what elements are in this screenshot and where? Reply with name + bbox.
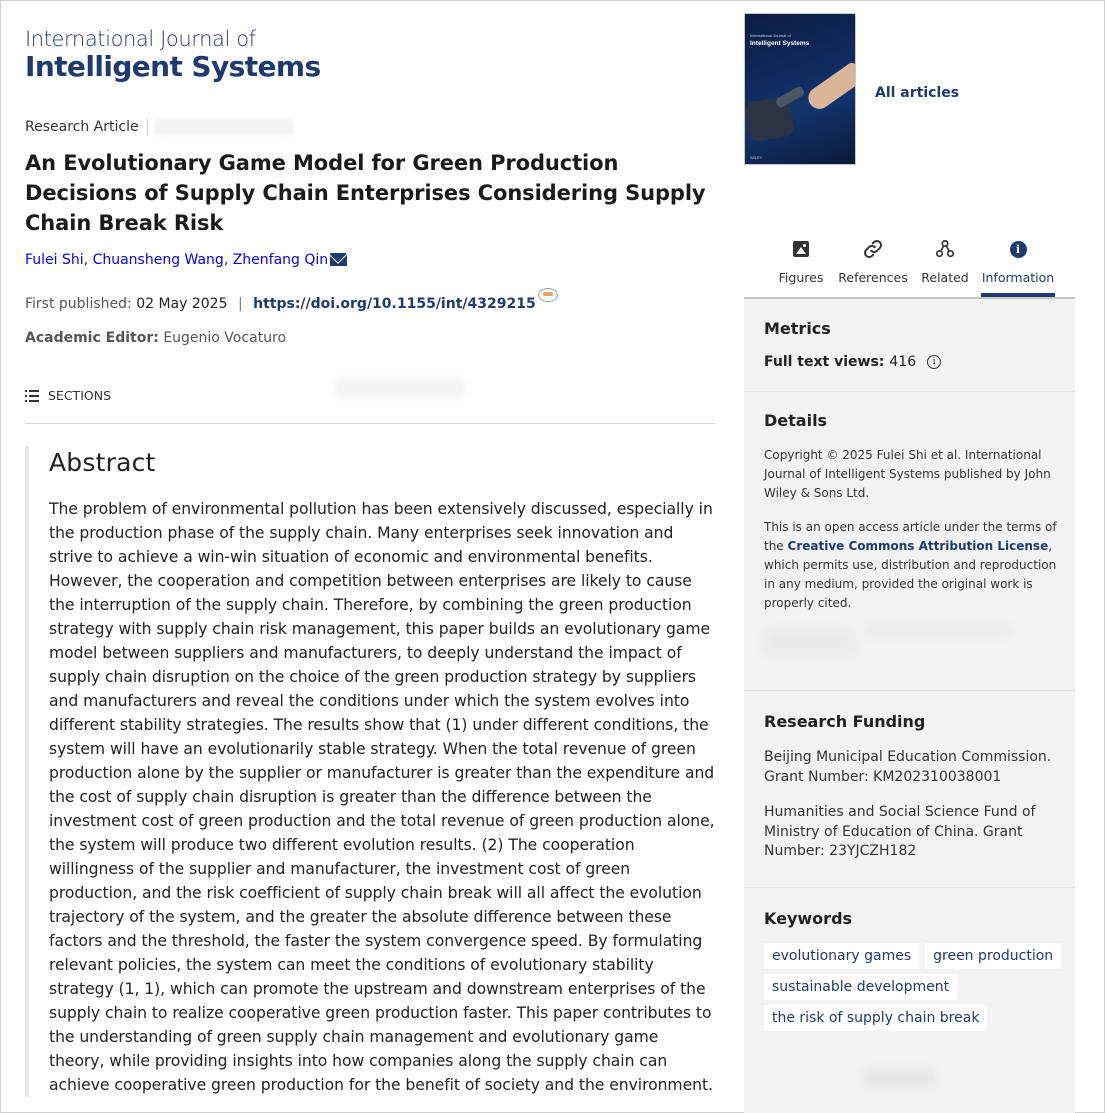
section-divider bbox=[744, 391, 1075, 392]
info-icon: i bbox=[1010, 238, 1027, 260]
keywords-section bbox=[764, 909, 1059, 1031]
journal-cover[interactable] bbox=[744, 13, 856, 165]
author-separator: , bbox=[223, 252, 229, 268]
article-type-separator bbox=[147, 118, 148, 136]
author-separator: , bbox=[83, 252, 89, 268]
abstract-section bbox=[25, 446, 715, 1097]
article-title: An Evolutionary Game Model for Green Production Decisions of Supply Chain Enterprises Considering Supply Chain Break Risk bbox=[25, 151, 706, 235]
publication-info bbox=[25, 294, 558, 312]
keywords-heading: Keywords bbox=[764, 909, 853, 928]
information-panel bbox=[744, 299, 1075, 1113]
tab-related[interactable] bbox=[909, 238, 981, 297]
journal-name-line1: International Journal of bbox=[25, 27, 256, 51]
academic-editor-name: Eugenio Vocaturo bbox=[163, 330, 287, 346]
journal-logo[interactable] bbox=[25, 29, 321, 81]
full-text-views-value: 416 bbox=[889, 354, 917, 370]
blurred-region bbox=[335, 378, 465, 398]
article-type-row bbox=[25, 118, 294, 136]
license-link[interactable]: Creative Commons Attribution License bbox=[787, 539, 1049, 553]
cover-journal-line1: International Journal of bbox=[750, 33, 791, 38]
tab-label: References bbox=[838, 270, 908, 285]
tab-references[interactable] bbox=[837, 238, 909, 297]
academic-editor bbox=[25, 330, 286, 346]
link-icon bbox=[862, 238, 884, 260]
pipe-separator: | bbox=[237, 296, 243, 312]
sections-toggle[interactable] bbox=[25, 388, 111, 403]
article-type: Research Article bbox=[25, 119, 139, 135]
abstract-heading: Abstract bbox=[49, 448, 156, 477]
academic-editor-label: Academic Editor: bbox=[25, 330, 159, 346]
open-access-icon bbox=[538, 288, 558, 302]
sections-label: SECTIONS bbox=[48, 388, 112, 403]
metrics-section bbox=[764, 319, 1059, 370]
metrics-heading: Metrics bbox=[764, 319, 831, 338]
keyword-chip[interactable]: green production bbox=[925, 943, 1061, 969]
tab-label: Figures bbox=[778, 270, 824, 285]
blurred-region bbox=[764, 629, 854, 655]
first-published-date: 02 May 2025 bbox=[136, 296, 228, 312]
author-link[interactable]: Zhenfang Qin bbox=[232, 252, 329, 268]
funding-heading: Research Funding bbox=[764, 712, 926, 731]
doi-link[interactable]: https://doi.org/10.1155/int/4329215 bbox=[253, 296, 536, 312]
details-heading: Details bbox=[764, 411, 828, 430]
copyright-text: Copyright © 2025 Fulei Shi et al. International Journal of Intelligent Systems published by John Wiley & Sons Ltd. bbox=[764, 448, 1051, 500]
details-section bbox=[764, 411, 1059, 613]
cover-journal-line2: Intelligent Systems bbox=[750, 40, 810, 47]
funding-item: Beijing Municipal Education Commission. Grant Number: KM202310038001 bbox=[764, 749, 1052, 785]
tab-figures[interactable] bbox=[765, 238, 837, 297]
license-text bbox=[764, 518, 1059, 613]
funding-section bbox=[764, 712, 1059, 862]
license-pre: This is an open access article under the terms of the bbox=[764, 520, 1057, 553]
keyword-chip[interactable]: evolutionary games bbox=[764, 943, 919, 969]
image-icon bbox=[793, 238, 809, 260]
section-divider bbox=[744, 690, 1075, 691]
info-circle-icon[interactable]: i bbox=[927, 355, 941, 369]
license-post: , which permits use, distribution and reproduction in any medium, provided the original work is properly cited. bbox=[764, 539, 1057, 610]
tab-information[interactable] bbox=[981, 238, 1055, 297]
section-divider bbox=[744, 887, 1075, 888]
author-list bbox=[25, 252, 347, 268]
keyword-chip[interactable]: sustainable development bbox=[764, 974, 957, 1000]
all-articles-link[interactable]: All articles bbox=[875, 85, 960, 101]
journal-name-line2: Intelligent Systems bbox=[25, 50, 321, 83]
envelope-icon[interactable] bbox=[330, 253, 347, 266]
full-text-views-label: Full text views: bbox=[764, 354, 885, 370]
network-icon bbox=[934, 238, 956, 260]
author-link[interactable]: Chuansheng Wang bbox=[92, 252, 224, 268]
cover-publisher: WILEY bbox=[750, 155, 763, 160]
cover-art bbox=[804, 61, 856, 113]
first-published-label: First published: bbox=[25, 296, 132, 312]
full-text-views bbox=[764, 354, 1059, 370]
tab-label: Related bbox=[921, 270, 969, 285]
content-divider bbox=[25, 423, 715, 424]
sidebar-tabs bbox=[765, 238, 1055, 297]
keyword-chip[interactable]: the risk of supply chain break bbox=[764, 1005, 987, 1031]
keyword-list bbox=[764, 943, 1064, 1031]
author-link[interactable]: Fulei Shi bbox=[25, 252, 84, 268]
blurred-region bbox=[864, 624, 1014, 638]
blurred-region bbox=[154, 119, 294, 135]
tab-label: Information bbox=[981, 270, 1055, 285]
abstract-text: The problem of environmental pollution has been extensively discussed, especially in the production phase of the supply chain. Many enterprises seek innovation and strive to achieve a win-win situation of economic and environmental benefits. However, the cooperation and competition between enterprises are likely to cause the interruption of the supply chain. Therefore, by combining the green production strategy with supply chain risk management, this paper builds an evolutionary game model between suppliers and manufacturers, to deeply understand the impact of supply chain disruption on the choice of the green production strategy by suppliers and manufacturers and reveal the conditions under which the system evolves into different stability strategies. The results show that (1) under different conditions, the system will have an evolutionarily stable strategy. When the total revenue of green production alone by the supplier or manufacturer is greater than the expenditure and the cost of supply chain disruption is greater than the difference between the investment cost of green production and the total revenue of green production alone, the system will produce two different evolution results. (2) The cooperation willingness of the supplier and manufacturer, the investment cost of green production, and the risk coefficient of supply chain break will all affect the evolution trajectory of the system, and the greater the absolute difference between these factors and the threshold, the faster the system convergence speed. By formulating relevant policies, the system can meet the conditions of evolutionary stability strategy (1, 1), which can promote the upstream and downstream enterprises of the supply chain to realize cooperative green production faster. This paper contributes to the understanding of green supply chain management and evolutionary game theory, while providing insights into how companies along the supply chain can achieve cooperative green production for the benefit of society and the environment. bbox=[49, 500, 715, 1094]
list-icon bbox=[25, 390, 39, 402]
blurred-region bbox=[864, 1069, 934, 1087]
funding-item: Humanities and Social Science Fund of Ministry of Education of China. Grant Number: 23YJCZH182 bbox=[764, 804, 1036, 859]
